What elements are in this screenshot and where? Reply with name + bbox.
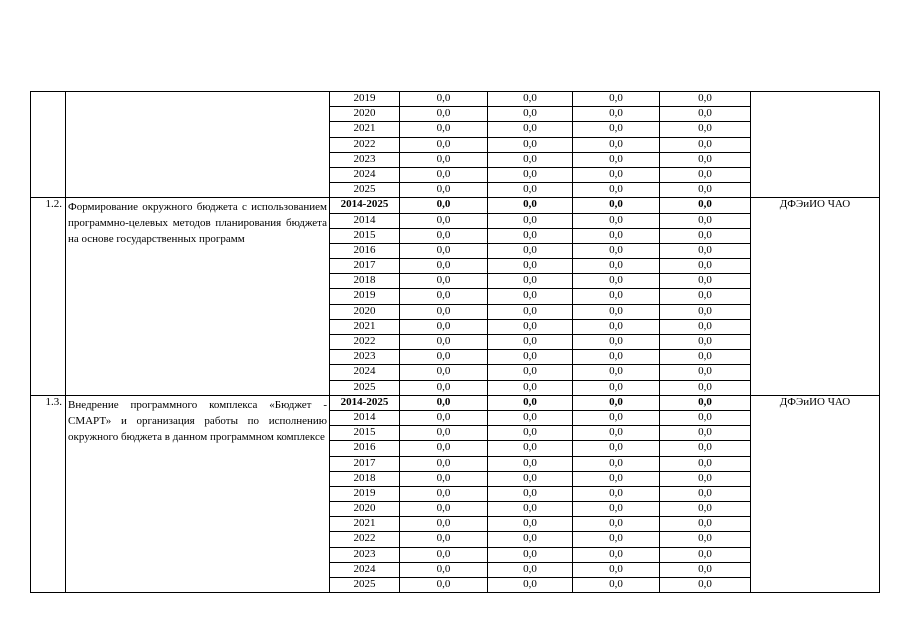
year-cell: 2015 — [330, 228, 400, 243]
value-cell: 0,0 — [400, 395, 488, 410]
year-cell: 2024 — [330, 365, 400, 380]
section-total-row — [31, 198, 880, 213]
value-cell: 0,0 — [488, 243, 573, 258]
value-cell: 0,0 — [660, 380, 751, 395]
value-cell: 0,0 — [660, 410, 751, 425]
value-cell: 0,0 — [573, 395, 660, 410]
year-cell: 2020 — [330, 502, 400, 517]
value-cell: 0,0 — [400, 410, 488, 425]
value-cell: 0,0 — [660, 441, 751, 456]
year-cell: 2022 — [330, 335, 400, 350]
year-cell: 2017 — [330, 456, 400, 471]
year-cell: 2018 — [330, 274, 400, 289]
value-cell: 0,0 — [660, 122, 751, 137]
value-cell: 0,0 — [488, 304, 573, 319]
value-cell: 0,0 — [573, 213, 660, 228]
value-cell: 0,0 — [488, 502, 573, 517]
value-cell: 0,0 — [573, 152, 660, 167]
value-cell: 0,0 — [573, 502, 660, 517]
value-cell: 0,0 — [660, 532, 751, 547]
value-cell: 0,0 — [400, 183, 488, 198]
value-cell: 0,0 — [660, 243, 751, 258]
year-cell: 2023 — [330, 547, 400, 562]
value-cell: 0,0 — [400, 456, 488, 471]
value-cell: 0,0 — [400, 319, 488, 334]
value-cell: 0,0 — [573, 228, 660, 243]
year-cell: 2016 — [330, 243, 400, 258]
value-cell: 0,0 — [488, 410, 573, 425]
value-cell: 0,0 — [400, 517, 488, 532]
value-cell: 0,0 — [660, 426, 751, 441]
year-cell: 2019 — [330, 92, 400, 107]
executor-cell: ДФЭиИО ЧАО — [751, 198, 880, 395]
value-cell: 0,0 — [488, 380, 573, 395]
section-description: Формирование окружного бюджета с использованием программно-целевых методов планирования бюджета на основе государственных программ — [66, 198, 330, 395]
value-cell: 0,0 — [488, 183, 573, 198]
year-cell: 2021 — [330, 122, 400, 137]
value-cell: 0,0 — [660, 107, 751, 122]
value-cell: 0,0 — [660, 167, 751, 182]
value-cell: 0,0 — [660, 304, 751, 319]
value-cell: 0,0 — [400, 304, 488, 319]
value-cell: 0,0 — [660, 274, 751, 289]
value-cell: 0,0 — [660, 152, 751, 167]
section-number: 1.3. — [31, 395, 66, 592]
value-cell: 0,0 — [573, 289, 660, 304]
value-cell: 0,0 — [488, 471, 573, 486]
value-cell: 0,0 — [573, 441, 660, 456]
value-cell: 0,0 — [660, 517, 751, 532]
value-cell: 0,0 — [488, 152, 573, 167]
value-cell: 0,0 — [488, 167, 573, 182]
value-cell: 0,0 — [573, 365, 660, 380]
value-cell: 0,0 — [400, 471, 488, 486]
value-cell: 0,0 — [400, 152, 488, 167]
value-cell: 0,0 — [660, 350, 751, 365]
value-cell: 0,0 — [573, 304, 660, 319]
table-row — [31, 92, 880, 107]
value-cell: 0,0 — [488, 122, 573, 137]
value-cell: 0,0 — [573, 471, 660, 486]
value-cell: 0,0 — [400, 259, 488, 274]
value-cell: 0,0 — [488, 517, 573, 532]
value-cell: 0,0 — [400, 335, 488, 350]
value-cell: 0,0 — [573, 410, 660, 425]
value-cell: 0,0 — [400, 578, 488, 593]
number-cell — [31, 92, 66, 198]
year-cell: 2019 — [330, 486, 400, 501]
value-cell: 0,0 — [488, 107, 573, 122]
value-cell: 0,0 — [573, 107, 660, 122]
value-cell: 0,0 — [488, 578, 573, 593]
value-cell: 0,0 — [400, 380, 488, 395]
value-cell: 0,0 — [400, 228, 488, 243]
section-total-row — [31, 395, 880, 410]
value-cell: 0,0 — [400, 92, 488, 107]
year-cell: 2020 — [330, 304, 400, 319]
value-cell: 0,0 — [400, 167, 488, 182]
period-cell: 2014-2025 — [330, 395, 400, 410]
value-cell: 0,0 — [660, 486, 751, 501]
year-cell: 2017 — [330, 259, 400, 274]
value-cell: 0,0 — [573, 92, 660, 107]
value-cell: 0,0 — [660, 259, 751, 274]
value-cell: 0,0 — [400, 562, 488, 577]
value-cell: 0,0 — [573, 350, 660, 365]
value-cell: 0,0 — [488, 426, 573, 441]
value-cell: 0,0 — [573, 259, 660, 274]
value-cell: 0,0 — [400, 243, 488, 258]
value-cell: 0,0 — [488, 289, 573, 304]
year-cell: 2023 — [330, 152, 400, 167]
year-cell: 2020 — [330, 107, 400, 122]
value-cell: 0,0 — [573, 456, 660, 471]
value-cell: 0,0 — [573, 183, 660, 198]
value-cell: 0,0 — [573, 274, 660, 289]
value-cell: 0,0 — [400, 365, 488, 380]
value-cell: 0,0 — [660, 335, 751, 350]
value-cell: 0,0 — [660, 289, 751, 304]
executor-cell — [751, 92, 880, 198]
value-cell: 0,0 — [400, 107, 488, 122]
year-cell: 2022 — [330, 532, 400, 547]
value-cell: 0,0 — [660, 137, 751, 152]
value-cell: 0,0 — [488, 350, 573, 365]
year-cell: 2024 — [330, 167, 400, 182]
value-cell: 0,0 — [400, 213, 488, 228]
value-cell: 0,0 — [573, 517, 660, 532]
value-cell: 0,0 — [488, 562, 573, 577]
value-cell: 0,0 — [488, 365, 573, 380]
value-cell: 0,0 — [573, 122, 660, 137]
value-cell: 0,0 — [488, 486, 573, 501]
year-cell: 2019 — [330, 289, 400, 304]
value-cell: 0,0 — [400, 426, 488, 441]
year-cell: 2016 — [330, 441, 400, 456]
value-cell: 0,0 — [573, 547, 660, 562]
value-cell: 0,0 — [660, 213, 751, 228]
value-cell: 0,0 — [660, 502, 751, 517]
value-cell: 0,0 — [660, 198, 751, 213]
value-cell: 0,0 — [400, 137, 488, 152]
value-cell: 0,0 — [573, 562, 660, 577]
value-cell: 0,0 — [573, 532, 660, 547]
value-cell: 0,0 — [660, 319, 751, 334]
value-cell: 0,0 — [488, 213, 573, 228]
year-cell: 2015 — [330, 426, 400, 441]
year-cell: 2014 — [330, 213, 400, 228]
value-cell: 0,0 — [660, 395, 751, 410]
value-cell: 0,0 — [573, 243, 660, 258]
year-cell: 2021 — [330, 319, 400, 334]
value-cell: 0,0 — [573, 380, 660, 395]
value-cell: 0,0 — [660, 92, 751, 107]
value-cell: 0,0 — [400, 198, 488, 213]
value-cell: 0,0 — [400, 547, 488, 562]
value-cell: 0,0 — [573, 486, 660, 501]
value-cell: 0,0 — [660, 228, 751, 243]
value-cell: 0,0 — [573, 167, 660, 182]
value-cell: 0,0 — [488, 335, 573, 350]
value-cell: 0,0 — [400, 274, 488, 289]
section-number: 1.2. — [31, 198, 66, 395]
value-cell: 0,0 — [660, 183, 751, 198]
value-cell: 0,0 — [488, 198, 573, 213]
year-cell: 2025 — [330, 380, 400, 395]
value-cell: 0,0 — [573, 319, 660, 334]
value-cell: 0,0 — [573, 578, 660, 593]
value-cell: 0,0 — [488, 274, 573, 289]
year-cell: 2023 — [330, 350, 400, 365]
value-cell: 0,0 — [488, 547, 573, 562]
year-cell: 2025 — [330, 578, 400, 593]
year-cell: 2018 — [330, 471, 400, 486]
value-cell: 0,0 — [573, 426, 660, 441]
value-cell: 0,0 — [488, 137, 573, 152]
value-cell: 0,0 — [400, 486, 488, 501]
value-cell: 0,0 — [573, 137, 660, 152]
value-cell: 0,0 — [660, 562, 751, 577]
budget-table — [30, 91, 880, 593]
value-cell: 0,0 — [400, 350, 488, 365]
year-cell: 2014 — [330, 410, 400, 425]
value-cell: 0,0 — [400, 532, 488, 547]
section-description: Внедрение программного комплекса «Бюджет - СМАРТ» и организация работы по исполнению окружного бюджета в данном программном комплексе — [66, 395, 330, 592]
value-cell: 0,0 — [660, 365, 751, 380]
value-cell: 0,0 — [488, 532, 573, 547]
value-cell: 0,0 — [400, 289, 488, 304]
executor-cell: ДФЭиИО ЧАО — [751, 395, 880, 592]
year-cell: 2021 — [330, 517, 400, 532]
value-cell: 0,0 — [400, 502, 488, 517]
value-cell: 0,0 — [488, 441, 573, 456]
value-cell: 0,0 — [573, 335, 660, 350]
value-cell: 0,0 — [488, 259, 573, 274]
value-cell: 0,0 — [488, 456, 573, 471]
description-cell — [66, 92, 330, 198]
value-cell: 0,0 — [660, 471, 751, 486]
value-cell: 0,0 — [488, 92, 573, 107]
value-cell: 0,0 — [488, 319, 573, 334]
value-cell: 0,0 — [488, 228, 573, 243]
period-cell: 2014-2025 — [330, 198, 400, 213]
value-cell: 0,0 — [488, 395, 573, 410]
table-body — [31, 92, 880, 593]
value-cell: 0,0 — [660, 456, 751, 471]
value-cell: 0,0 — [660, 578, 751, 593]
value-cell: 0,0 — [660, 547, 751, 562]
year-cell: 2024 — [330, 562, 400, 577]
value-cell: 0,0 — [400, 122, 488, 137]
year-cell: 2025 — [330, 183, 400, 198]
year-cell: 2022 — [330, 137, 400, 152]
value-cell: 0,0 — [400, 441, 488, 456]
value-cell: 0,0 — [573, 198, 660, 213]
